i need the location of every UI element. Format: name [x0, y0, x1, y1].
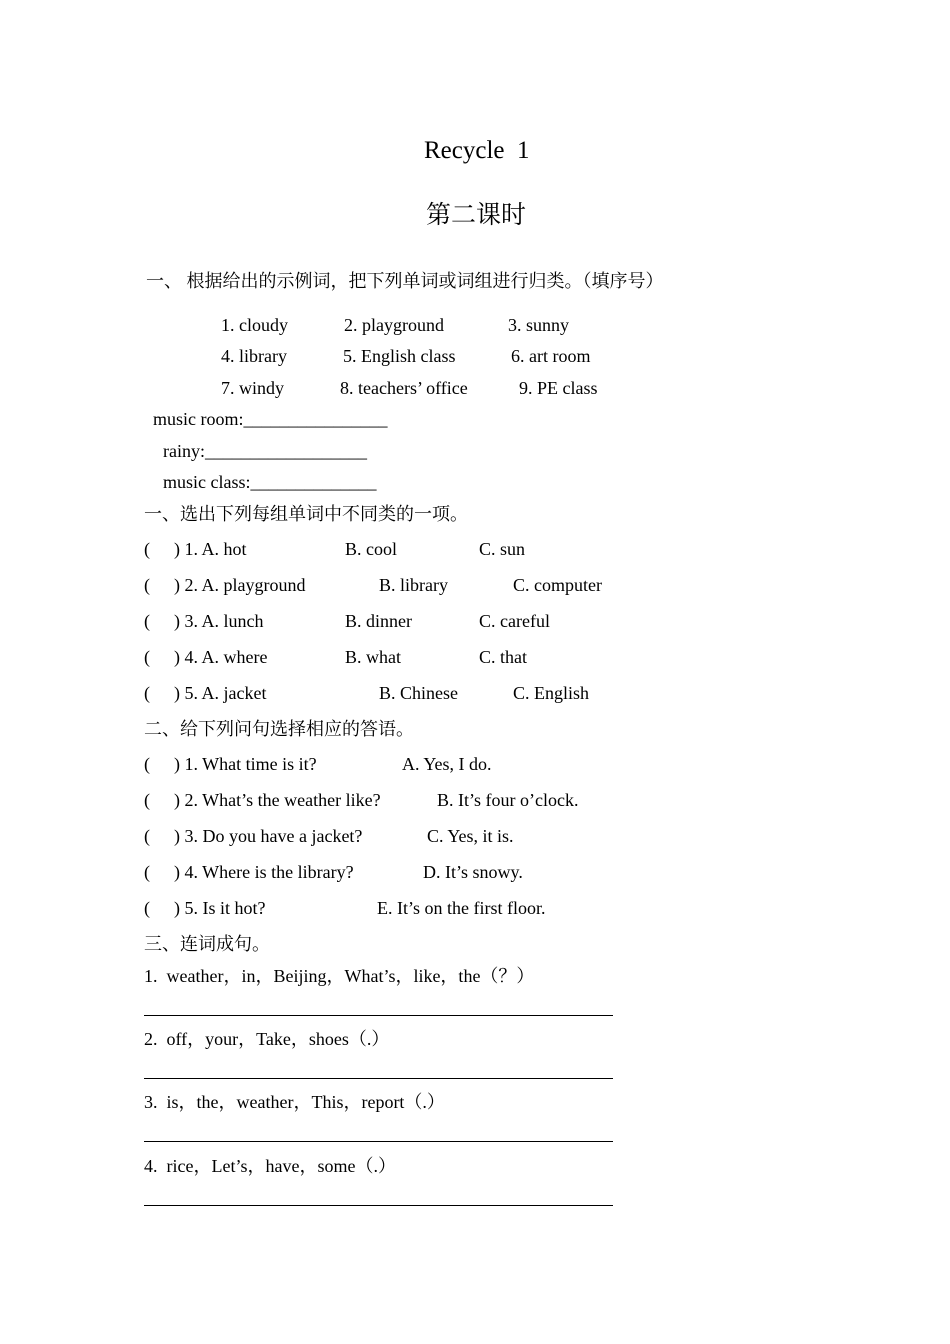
paren-left: ( — [144, 539, 150, 559]
word-item: 7. windy — [221, 378, 284, 398]
paren-left: ( — [144, 575, 150, 595]
choice-option-c: C. English — [513, 683, 590, 703]
word-item: 8. teachers’ office — [340, 378, 468, 398]
match-answer: D. It’s snowy. — [423, 862, 523, 882]
section1-heading: 一、 根据给出的示例词，把下列单词或词组进行归类。（填序号） — [146, 271, 664, 291]
reorder-item: 2. off，your，Take，shoes（.） — [144, 1029, 390, 1049]
answer-line — [144, 1015, 613, 1016]
word-item: 1. cloudy — [221, 315, 288, 335]
section4-heading: 三、连词成句。 — [144, 934, 270, 954]
choice-option-c: C. sun — [479, 539, 526, 559]
match-answer: E. It’s on the first floor. — [377, 898, 546, 918]
reorder-item: 4. rice，Let’s，have，some（.） — [144, 1156, 396, 1176]
page-subtitle: 第二课时 — [426, 202, 527, 229]
paren-left: ( — [144, 683, 150, 703]
choice-question: ) 4. A. where — [174, 647, 268, 667]
match-answer: B. It’s four o’clock. — [437, 790, 579, 810]
choice-question: ) 1. A. hot — [174, 539, 247, 559]
match-question: ) 1. What time is it? — [174, 754, 317, 774]
word-item: 6. art room — [511, 346, 591, 366]
word-item: 4. library — [221, 346, 287, 366]
choice-option-c: C. computer — [513, 575, 602, 595]
choice-question: ) 2. A. playground — [174, 575, 306, 595]
category-rainy: rainy:__________________ — [163, 441, 367, 461]
category-music-class: music class:______________ — [163, 472, 377, 492]
paren-left: ( — [144, 826, 150, 846]
paren-left: ( — [144, 611, 150, 631]
paren-left: ( — [144, 647, 150, 667]
choice-option-b: B. what — [345, 647, 401, 667]
word-item: 5. English class — [343, 346, 456, 366]
match-answer: A. Yes, I do. — [402, 754, 492, 774]
reorder-item: 1. weather，in，Beijing，What’s，like，the（？） — [144, 966, 535, 986]
word-item: 3. sunny — [508, 315, 570, 335]
page-title: Recycle 1 — [424, 137, 530, 164]
answer-line — [144, 1141, 613, 1142]
choice-question: ) 5. A. jacket — [174, 683, 267, 703]
choice-option-b: B. cool — [345, 539, 397, 559]
reorder-item: 3. is，the，weather，This，report（.） — [144, 1092, 445, 1112]
match-question: ) 3. Do you have a jacket? — [174, 826, 363, 846]
match-answer: C. Yes, it is. — [427, 826, 514, 846]
choice-question: ) 3. A. lunch — [174, 611, 264, 631]
paren-left: ( — [144, 790, 150, 810]
match-question: ) 2. What’s the weather like? — [174, 790, 381, 810]
choice-option-b: B. dinner — [345, 611, 412, 631]
match-question: ) 5. Is it hot? — [174, 898, 266, 918]
choice-option-c: C. that — [479, 647, 527, 667]
answer-line — [144, 1205, 613, 1206]
word-item: 2. playground — [344, 315, 444, 335]
category-music-room: music room:________________ — [153, 409, 388, 429]
paren-left: ( — [144, 862, 150, 882]
section3-heading: 二、给下列问句选择相应的答语。 — [144, 719, 414, 739]
word-item: 9. PE class — [519, 378, 598, 398]
choice-option-b: B. Chinese — [379, 683, 458, 703]
answer-line — [144, 1078, 613, 1079]
paren-left: ( — [144, 754, 150, 774]
paren-left: ( — [144, 898, 150, 918]
section2-heading: 一、选出下列每组单词中不同类的一项。 — [144, 504, 468, 524]
choice-option-c: C. careful — [479, 611, 550, 631]
match-question: ) 4. Where is the library? — [174, 862, 354, 882]
choice-option-b: B. library — [379, 575, 448, 595]
